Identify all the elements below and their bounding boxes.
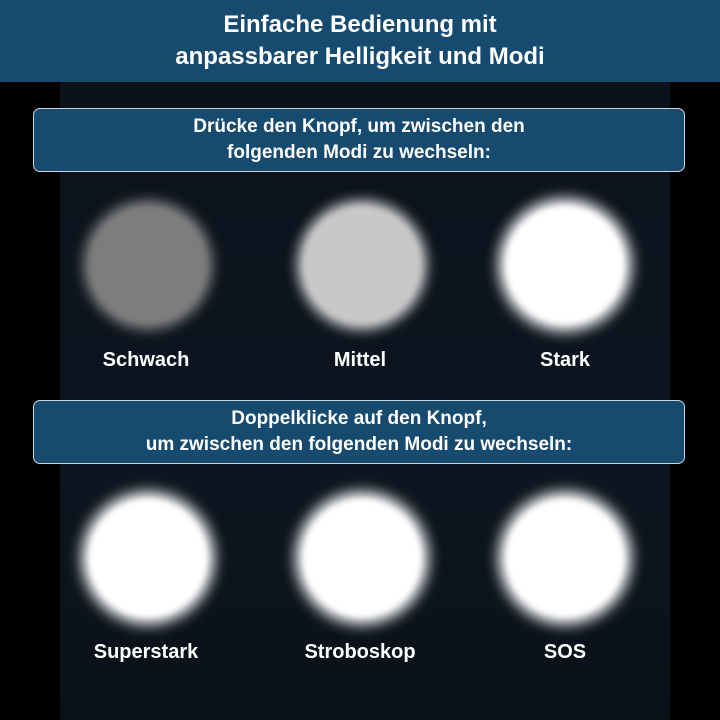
superstrong-light-circle	[88, 498, 208, 618]
strong-light-circle	[505, 205, 625, 325]
strobe-light-circle	[302, 498, 422, 618]
single-press-banner-line-2: folgenden Modi zu wechseln:	[227, 142, 491, 163]
double-click-banner-line-2: um zwischen den folgenden Modi zu wechseln:	[145, 434, 573, 455]
mode-label-medium: Mittel	[333, 349, 387, 371]
mode-label-superstrong: Superstark	[93, 641, 199, 663]
header-title-line-2: anpassbarer Helligkeit und Modi	[175, 43, 545, 70]
single-press-banner-line-1: Drücke den Knopf, um zwischen den	[193, 116, 525, 137]
sos-light-circle	[505, 498, 625, 618]
single-press-banner	[33, 108, 685, 172]
header-title-line-1: Einfache Bedienung mit	[223, 11, 497, 38]
mode-label-strong: Stark	[539, 349, 591, 371]
mode-label-weak: Schwach	[102, 349, 190, 371]
double-click-banner-line-1: Doppelklicke auf den Knopf,	[231, 408, 487, 429]
double-click-banner	[33, 400, 685, 464]
mode-label-sos: SOS	[543, 641, 587, 663]
weak-light-circle	[88, 205, 208, 325]
page-header	[0, 0, 720, 82]
medium-light-circle	[302, 205, 422, 325]
mode-label-strobe: Stroboskop	[304, 641, 416, 663]
